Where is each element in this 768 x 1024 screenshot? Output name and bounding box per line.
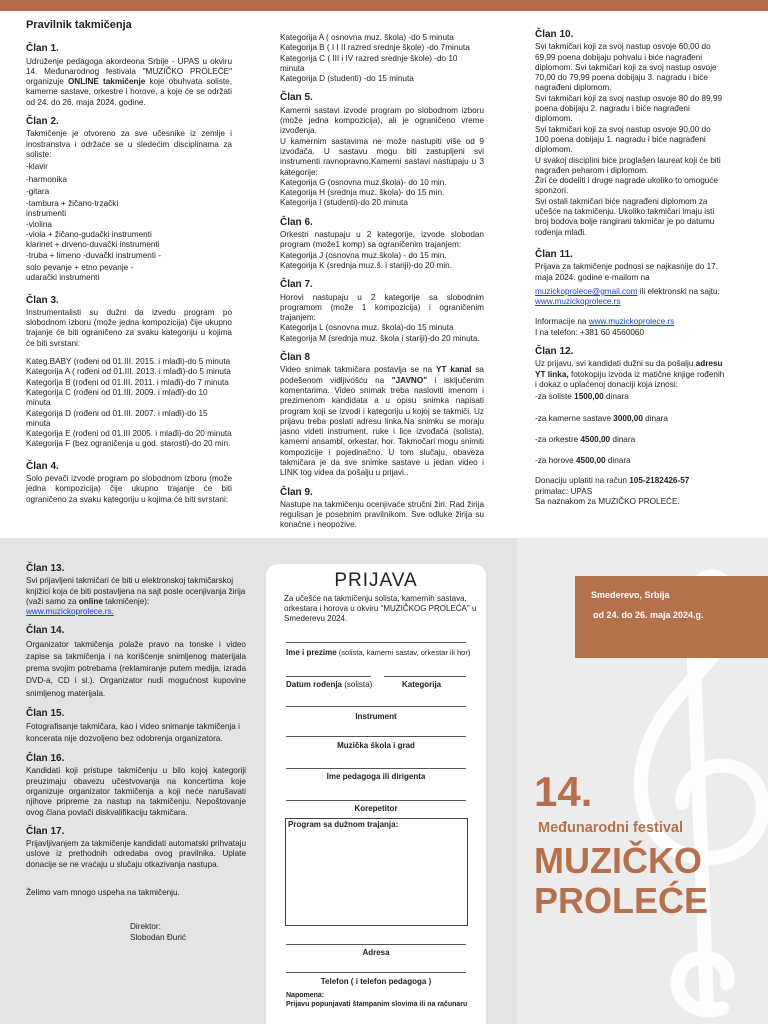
article-15-heading: Član 15.	[26, 707, 65, 719]
article-2-text: Takmičenje je otvoreno za sve učesnike iz zemlje i inostranstva i održaće se u sledećim disciplinama za soliste:	[26, 129, 232, 159]
info-line: Informacije na www.muzickoprolece.rs	[535, 317, 675, 327]
article-12-heading: Član 12.	[535, 346, 574, 358]
article-5-text: Kamerni sastavi izvode program po slobodnom izboru (može jedna kompozicija), ali je ograničeno vreme izvođenja.	[280, 105, 484, 136]
category-field-label: Kategorija	[402, 680, 442, 689]
article-3-text: Instrumentalisti su dužni da izvedu program po slobodnom izboru (može jedna kompozicija) čije ukupno trajanje će biti ograničeno za svaku kategoriju u kojima će biti svrstani:	[26, 307, 232, 348]
ensemble-category: Kategorija I (studenti)-do 20 minuta	[280, 198, 408, 208]
accompanist-field-label: Korepetitor	[354, 804, 398, 813]
choir-category: Kategorija M (srednja muz. škola i stariji)-do 20 minuta.	[280, 333, 480, 343]
article-4-text: Solo pevači izvode program po slobodnom izboru (može jedna kompozicija) čije ukupno trajanje će biti ograničeno za svaku kategoriju u kojima će biti svrstani:	[26, 473, 232, 504]
festival-name-line-1: MUZIČKO	[534, 840, 702, 881]
orchestra-category: Kategorija J (osnovna muz.škola) - do 15 min.	[280, 250, 447, 260]
award-text: Svi ostali takmičari biće nagrađeni diplomom za učešće na takmičenju. Ukoliko takmičari imaju isti broj bodova bolje rangirani takmičar je po datumu rođenja mlađi.	[535, 196, 715, 237]
article-7-text: Horovi nastupaju u 2 kategorije sa slobodnim programom (može 1 kompozicija) i ograničenim trajanjem:	[280, 292, 484, 323]
category-item: Kategorija A ( rođeni od 01.III. 2013. i mlađi)-do 5 minuta	[26, 367, 231, 377]
instrument-field-label: Instrument	[355, 712, 397, 721]
donation-recipient: primalac: UPAS	[535, 486, 593, 496]
email-link[interactable]: muzickoprolece@gmail.com	[535, 286, 638, 296]
article-8-text: Video snimak takmičara postavlja se na YT kanal sa podešenom vidljivošću na "JAVNO" i isključenim komentarima. Video snimak treba nasloviti imenom i prezimenom kandidata a u opisu snimka napisati program koji se izvodi i kategoriju u kojoj se takmiči. Uz prijavu treba poslati adresu linka.Na snimku se moraju jasno videti instrument, ruke i lice izvođača (solista), kamerni ansambl, orkestar, hor. Takmočari mogu snimiti kompozicije i pojedinačno. U tom slučaju, obaveza takmičara je da sve snimke sastave u jedan video i LINK tog videa da pošalju u prijavi..	[280, 365, 484, 478]
discipline-item: -harmonika	[26, 174, 67, 184]
article-7-heading: Član 7.	[280, 279, 313, 291]
award-text: Svi takmičari koji za svoj nastup osvoje 90,00 do 100 poena dobijaju 1. nagradu i biće nagrađeni diplomom.	[535, 124, 711, 155]
article-15-text: Fotografisanje takmičara, kao i video snimanje takmičenja i koncerata nije dozvoljeno bez odobrenja organizatora.	[26, 722, 240, 744]
rules-column-3	[535, 30, 725, 507]
choir-category: Kategorija L (osnovna muz. škola)-do 15 minuta	[280, 323, 454, 333]
article-11-heading: Član 11.	[535, 248, 573, 260]
festival-city: Smederevo, Srbija	[591, 590, 670, 600]
address-field-line[interactable]	[286, 944, 466, 945]
closing-wish: Želimo vam mnogo uspeha na takmičenju.	[26, 888, 180, 898]
category-item: Kategorija B (rođeni od 01.III. 2011. i mlađi)-do 7 minuta	[26, 377, 229, 387]
program-box-label: Program sa dužnom trajanja:	[288, 820, 399, 829]
article-17-heading: Član 17.	[26, 825, 65, 837]
article-6-text: Orkestri nastupaju u 2 kategorije, izvode slobodan program (može1 komp) sa ograničenim trajanjem:	[280, 230, 484, 250]
school-field-label: Muzička škola i grad	[337, 741, 415, 750]
phone-field-line[interactable]	[286, 972, 466, 973]
award-text: Žiri će dodeliti i druge nagrade ukoliko to omoguće sponzori.	[535, 176, 718, 196]
award-text: U svakoj disciplini biće proglašen laureat koji će biti nagrađen peharom i diplomom.	[535, 155, 721, 175]
donation-note: Sa naznakom za MUZIČKO PROLEĆE.	[535, 496, 680, 506]
festival-dates: od 24. do 26. maja 2024.g.	[593, 610, 704, 620]
category-item: Kategorija E (rođeni od 01.III 2005. i mlađi)-do 20 minuta	[26, 429, 232, 439]
ensemble-category: Kategorija H (srednja muz. škola)- do 15 min.	[280, 188, 445, 198]
school-field-line[interactable]	[286, 736, 466, 737]
article-1-text: Udruženje pedagoga akordeona Srbije - UPAS u okviru 14. Međunarodnog festivala "MUZIČKO PROLEĆE" organizuje ONLINE takmičenje koje obuhvata soliste, kamerne sastave, orkestre i horove, a koje će se održati od 24. do 26. maja 2024. godine.	[26, 56, 233, 107]
festival-name-line-2: PROLEĆE	[534, 880, 709, 921]
name-field-line[interactable]	[286, 642, 466, 643]
article-5-text-2: U kamernim sastavima ne može nastupiti više od 9 izvođača. U sastavu mogu biti zastupljeni svi instrumenti ravnopravno.Kamerni sastavi nastupaju u 3 kategorije:	[280, 136, 484, 177]
info-website-link[interactable]: www.muzickoprolece.rs	[588, 317, 675, 327]
discipline-item: -viola + žičano-gudački instrumenti	[26, 230, 152, 240]
article-12-text: Uz prijavu, svi kandidati dužni su da pošalju adresu YT linka, fotokopiju izvoda iz matične knjige rođenih i dokaz o uplaćenoj donaciji koja iznosi:	[535, 359, 725, 389]
discipline-item: instrumenti	[26, 209, 67, 219]
discipline-item: solo pevanje + etno pevanje -	[26, 262, 134, 272]
booklet-link-line	[26, 607, 246, 617]
article-5-heading: Član 5.	[280, 92, 313, 104]
voice-category: Kategorija C ( III i IV razred srednje škole) -do 10 minuta	[280, 53, 458, 73]
article-2-heading: Član 2.	[26, 116, 59, 128]
discipline-item: -tambura + žičano-trzački	[26, 199, 119, 209]
article-1-heading: Član 1.	[26, 43, 59, 55]
category-item: Kategorija C (rođeni od 01.III. 2009. i mlađi)-do 10 minuta	[26, 387, 208, 408]
article-16-text: Kandidati koji pristupe takmičenju u bilo kojoj kategoriji preuzimaju obavezu učestvovanja na koncertima koje organizuje organizator takmičenja a koji neće narušavati njihove pripreme za nastup na takmičenju. Nepoštovanje ovog člana povlači diskvalifikaciju takmičara.	[26, 766, 246, 817]
article-9-heading: Član 9.	[280, 486, 313, 498]
category-item: Kategorija D (rođeni od 01.III. 2007. i mlađi)-do 15 minuta	[26, 408, 208, 428]
instrument-field-line[interactable]	[286, 706, 466, 707]
ensemble-category: Kategorija G (osnovna muz.škola)- do 10 min.	[280, 177, 447, 187]
rules-column-4	[26, 564, 246, 943]
application-contact: muzickoprolece@gmail.com ili elektronski na sajtu: www.muzickoprolece.rs	[535, 286, 720, 307]
discipline-item: -truba + limeno -duvački instrumenti -	[26, 250, 161, 260]
form-note-text: Prijavu popunjavati štampanim slovima ili na računaru	[286, 1001, 468, 1008]
website-link[interactable]: www.muzickoprolece.rs	[535, 297, 621, 307]
category-field-line[interactable]	[384, 676, 466, 677]
rules-column-1	[26, 20, 232, 505]
discipline-item: klarinet + drveno-duvački instrumenti	[26, 240, 160, 250]
program-box[interactable]	[285, 818, 468, 926]
article-16-heading: Član 16.	[26, 753, 65, 765]
article-3-heading: Član 3.	[26, 294, 59, 306]
article-17-text: Prijavljivanjem za takmičenje kandidati automatski prihvataju uslove iz prethodnih odredaba ovog pravilnika. Uplate donacije se ne vraćaju u slučaju otkazivanja nastupa.	[26, 839, 246, 869]
donation-account: Donaciju uplatiti na račun 105-2182426-57	[535, 476, 690, 486]
rules-title: Pravilnik takmičenja	[26, 19, 132, 31]
accompanist-field-line[interactable]	[286, 800, 466, 801]
discipline-item: -klavir	[26, 162, 48, 172]
article-9-text: Nastupe na takmičenju ocenjivaće stručni žiri. Rad žirija regulisan je posebnim pravilnikom. Sve odluke žirija su konačne i neopozive.	[280, 499, 484, 530]
category-item: Kateg.BABY (rođeni od 01.III. 2015. i mlađi)-do 5 minuta	[26, 357, 231, 367]
festival-location-banner	[575, 576, 768, 658]
form-title: PRIJAVA	[334, 570, 418, 591]
fee-line: -za orkestre 4500,00 dinara	[535, 434, 636, 444]
festival-subtitle: Međunarodni festival	[538, 820, 684, 836]
booklet-website-link[interactable]: www.muzickoprolece.rs.	[26, 607, 114, 617]
article-13-text: Svi prijavljeni takmičari će biti u elektronskoj takmičarskoj knjižici koja će biti postavljena na sajt posle ocenjivanja žirija (važi samo za online takmičenje):	[26, 576, 246, 606]
orchestra-category: Kategorija K (srednja muz.š. i stariji)-do 20 min.	[280, 260, 453, 270]
article-11-text: Prijava za takmičenje podnosi se najkasnije do 17. maja 2024. godine e-mailom na	[535, 262, 718, 282]
voice-category: Kategorija B ( I I II razred srednje škole) -do 7minuta	[280, 43, 470, 53]
festival-number: 14.	[534, 768, 593, 815]
category-item: Kategorija F (bez ograničenja u god. starosti)-do 20 min.	[26, 439, 231, 449]
award-text: Svi takmičari koji za svoj nastup osvoje 80 do 89,99 poena dobijaju 2. nagradu i biće nagrađeni diplomom.	[535, 93, 723, 124]
director-name: Slobodan Đurić	[130, 932, 186, 942]
phone-field-label: Telefon ( i telefon pedagoga )	[320, 977, 432, 986]
article-4-heading: Član 4.	[26, 460, 59, 472]
teacher-field-label: Ime pedagoga ili dirigenta	[326, 772, 426, 781]
article-14-text: Organizator takmičenja polaže pravo na tonske i video zapise sa takmičenja i na korišćenje snimljenog materijala prema svojim potrebama (reklamiranje putem medija, izrada DVD-a, CD i sl.). Organizator nudi mogućnost kupovine snimljenog materijala.	[26, 639, 246, 698]
fee-line: -za soliste 1500,00 dinara	[535, 392, 629, 402]
award-text: Svi takmičari koji za svoj nastup osvoje 60,00 do 69,99 poena dobijaju pohvalu i biće nagrađeni diplomom. Svi takmičari koji za svoj nastup osvoje 70,00 do 79,99 poena dobijaju 3. nagradu i biće nagrađeni diplomom.	[535, 42, 717, 93]
article-6-heading: Član 6.	[280, 216, 313, 228]
voice-category: Kategorija A ( osnovna muz. škola) -do 5 minuta	[280, 33, 454, 42]
dob-field-label: Datum rođenja (solista)	[286, 680, 373, 689]
teacher-field-line[interactable]	[286, 768, 466, 769]
article-10-heading: Član 10.	[535, 29, 574, 40]
fee-line: -za horove 4500,00 dinara	[535, 456, 631, 466]
fee-line: -za kamerne sastave 3000,00 dinara	[535, 413, 668, 423]
article-8-heading: Član 8	[280, 352, 311, 364]
dob-field-line[interactable]	[286, 676, 371, 677]
discipline-item: -gitara	[26, 186, 50, 196]
article-13-heading: Član 13.	[26, 563, 65, 574]
form-intro: Za učešće na takmičenju solista, kamernih sastava, orkestara i horova u okviru "MUZIČKOG PROLEĆA" u Smederevu 2024.	[284, 594, 477, 623]
application-form	[266, 564, 486, 1024]
director-title: Direktor:	[130, 922, 161, 932]
discipline-item: udarački instrumenti	[26, 273, 100, 283]
discipline-item: -violina	[26, 219, 52, 229]
voice-category: Kategorija D (studenti) -do 15 minuta	[280, 74, 414, 84]
rules-column-2	[280, 33, 484, 531]
article-14-heading: Član 14.	[26, 625, 65, 637]
phone-line: I na telefon: +381 60 4560060	[535, 327, 645, 337]
top-accent-bar	[0, 0, 768, 11]
address-field-label: Adresa	[362, 948, 390, 957]
name-field-label: Ime i prezime (solista, kamerni sastav, orkestar ili hor)	[286, 648, 471, 657]
form-note-label: Napomena:	[286, 992, 325, 999]
